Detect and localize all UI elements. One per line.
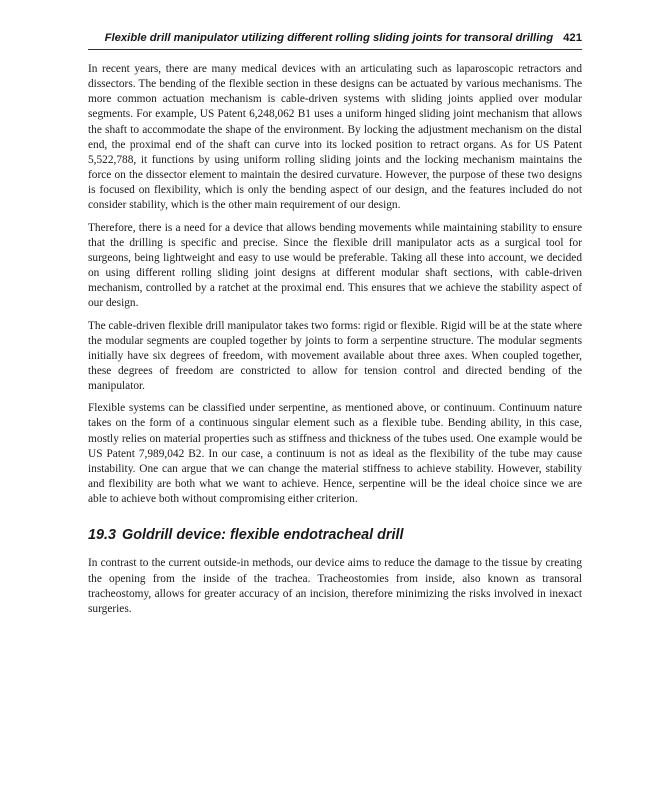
body-text xyxy=(88,62,582,624)
paragraph-need-for-stability: Therefore, there is a need for a device that allows bending movements while maintaining stability to ensure that the drilling is specific and precise. Since the flexible drill manipulator acts as a surgical tool for surgeons, being lightweight and easy to use would be preferable. Taking all these into account, we decided on using different rolling sliding joint designs at different modular shaft sections, with cable-driven mechanism, controlled by a ratchet at the proximal end. This ensures that we achieve the stability aspect of our design. xyxy=(88,221,582,310)
section-heading xyxy=(88,526,582,544)
paragraph-articulating-devices: In recent years, there are many medical devices with an articulating such as laparoscopic retractors and dissectors. The bending of the flexible section in these designs can be actuated by various mechanisms. The more common actuation mechanism is cable-driven systems with sliding joints applied over modular segments. For example, US Patent 6,248,062 B1 uses a uniform hinged sliding joint mechanism that allows the shaft to accommodate the shape of the environment. By locking the adjustment mechanism on the distal end, the proximal end of the shaft can curve into its locked position to retract organs. As for US Patent 5,522,788, it functions by using uniform rolling sliding joints and the locking mechanism maintains the force on the dissector element to maintain the desired curvature. However, the purpose of these two designs is focused on flexibility, which is only the bending aspect of our design, and the features included do not consider stability, which is the other main requirement of our design. xyxy=(88,63,582,212)
paragraph-rigid-or-flexible: The cable-driven flexible drill manipulator takes two forms: rigid or flexible. Rigid will be at the state where the modular segments are coupled together by joints to form a serpentine structure. The modular segments initially have six degrees of freedom, with movement available about three axes. When coupled together, these degrees of freedom are constricted to allow for tension control and directed bending of the manipulator. xyxy=(88,319,582,393)
header-rule xyxy=(88,49,582,50)
paragraph-serpentine-continuum: Flexible systems can be classified under serpentine, as mentioned above, or continuum. Continuum nature takes on the form of a continuous singular element such as a flexible tube. Bending ability, in this case, mostly relies on material properties such as stiffness and thickness of the tubes used. One example would be US Patent 7,989,042 B2. In our case, a continuum is not as ideal as the flexibility of the tube may cause instability. One can argue that we can change the material stiffness to achieve stability. However, stability and flexibility are both what we want to achieve. Hence, serpentine will be the ideal choice since we are able to achieve both without compromising either criterion. xyxy=(88,402,582,506)
running-title: Flexible drill manipulator utilizing different rolling sliding joints for transoral drilling xyxy=(104,32,554,44)
running-header xyxy=(88,31,582,45)
section-title: Goldrill device: flexible endotracheal drill xyxy=(122,527,404,544)
section-number: 19.3 xyxy=(88,527,117,544)
paragraph-goldrill-intro: In contrast to the current outside-in methods, our device aims to reduce the damage to the tissue by creating the opening from the inside of the trachea. Tracheostomies from inside, also known as transoral tracheostomy, allows for greater accuracy of an incision, therefore minimizing the risks involved in inexact surgeries. xyxy=(88,557,582,615)
page-number: 421 xyxy=(563,32,582,44)
